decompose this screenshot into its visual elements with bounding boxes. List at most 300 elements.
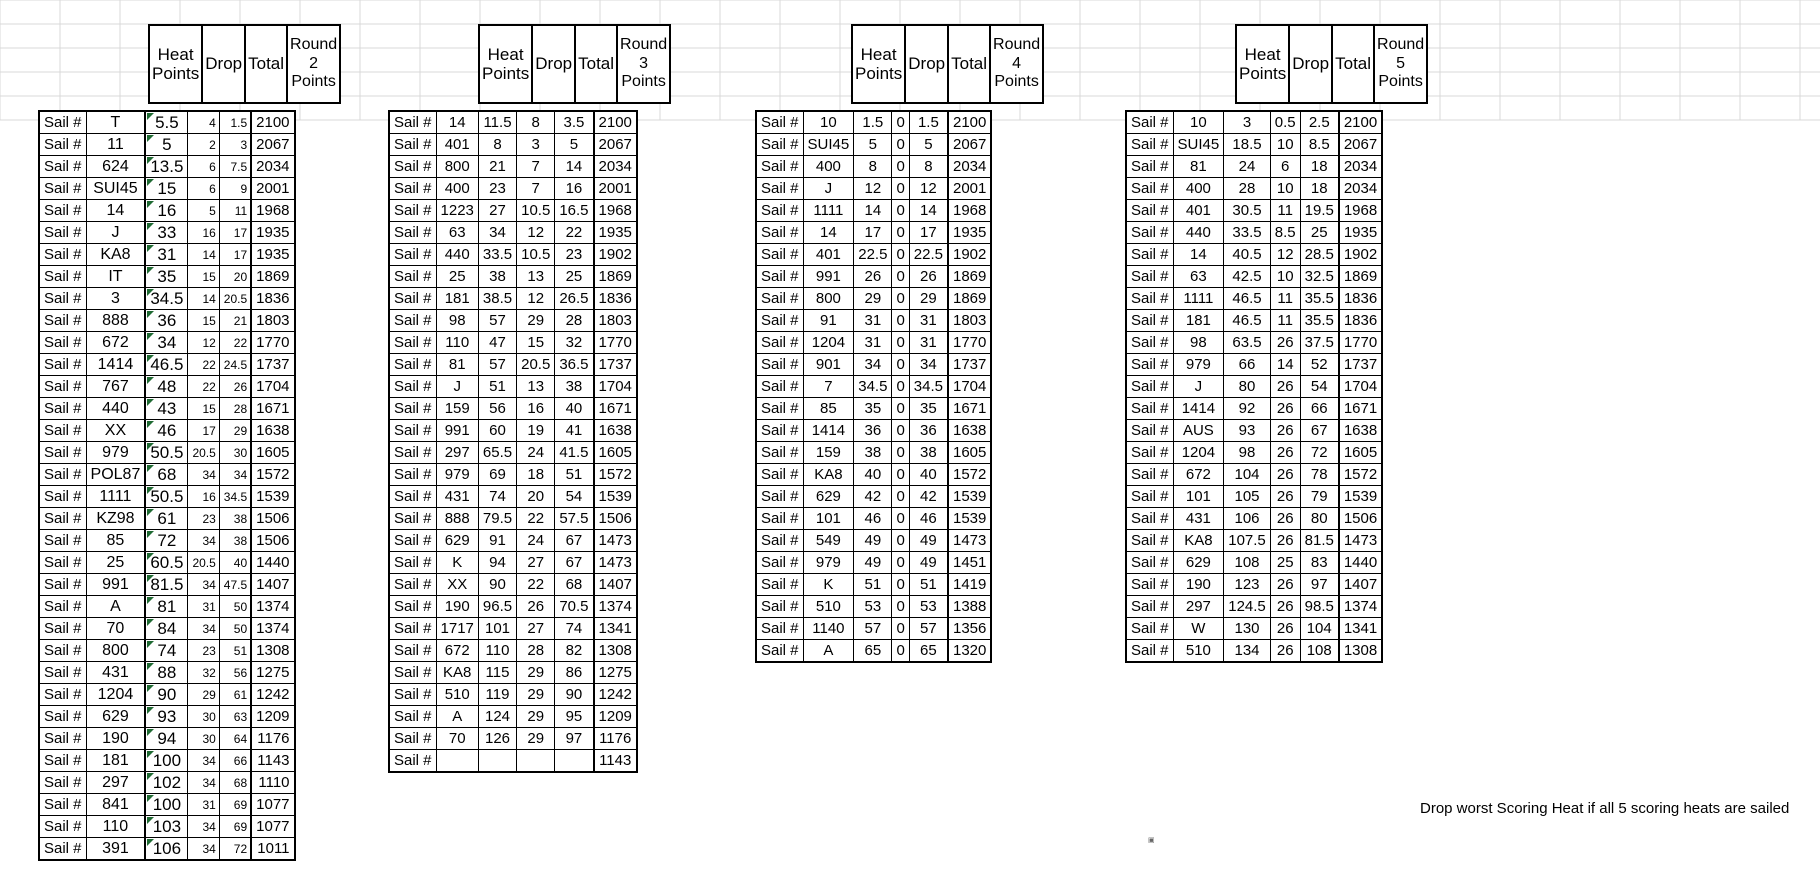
cell-heat-points: 96.5 [478,596,516,618]
cell-round-points: 1419 [948,574,991,596]
cell-round-points: 1320 [948,640,991,663]
cell-drop: 0 [892,420,909,442]
cell-sail-label: Sail # [39,750,86,772]
cell-sail-label: Sail # [389,750,436,773]
cell-round-points: 1356 [948,618,991,640]
table-row [389,552,637,574]
cell-sail-number: 979 [436,464,478,486]
cell-sail-label: Sail # [756,288,803,310]
cell-sail-label: Sail # [756,618,803,640]
cell-sail-number: SUI45 [803,134,854,156]
cell-total: 2.5 [1300,111,1339,134]
header-row-round4 [851,24,1044,104]
cell-sail-label: Sail # [389,552,436,574]
cell-sail-label: Sail # [756,574,803,596]
cell-total: 35 [909,398,948,420]
cell-round-points: 1242 [251,684,294,706]
cell-round-points: 1869 [948,288,991,310]
cell-round-points: 1968 [1339,200,1382,222]
cell-sail-label: Sail # [1126,618,1173,640]
cell-heat-points: 50.5 [145,442,188,464]
cell-sail-label: Sail # [39,376,86,398]
cell-sail-number: 1717 [436,618,478,640]
cell-total: 74 [555,618,594,640]
cell-sail-label: Sail # [39,706,86,728]
cell-drop: 0 [892,156,909,178]
cell-heat-points: 74 [145,640,188,662]
cell-round-points: 1451 [948,552,991,574]
cell-drop: 16 [188,222,219,244]
cell-heat-points: 57 [478,310,516,332]
cell-heat-points: 5 [854,134,892,156]
cell-round-points: 1869 [594,266,637,288]
cell-heat-points: 93 [1224,420,1271,442]
table-row [389,222,637,244]
cell-sail-number: 70 [436,728,478,750]
cell-round-points: 2100 [948,111,991,134]
points-label: Points [621,73,666,91]
cell-drop: 24 [517,442,555,464]
cell-heat-points: 29 [854,288,892,310]
cell-round-points: 1671 [594,398,637,420]
cell-total: 22.5 [909,244,948,266]
cell-sail-label: Sail # [39,596,86,618]
cell-total: 25 [1300,222,1339,244]
cell-sail-number: A [803,640,854,663]
table-row [39,662,295,684]
cell-sail-label: Sail # [389,420,436,442]
cell-heat-points: 28 [1224,178,1271,200]
cell-sail-label: Sail # [1126,530,1173,552]
cell-heat-points: 23 [478,178,516,200]
cell-drop: 26 [1270,398,1300,420]
round-label: Round [1377,36,1425,54]
cell-sail-number: 81 [1173,156,1224,178]
cell-total: 79 [1300,486,1339,508]
cell-round-points: 1308 [1339,640,1382,663]
cell-drop: 34 [188,772,219,794]
table-row [39,354,295,376]
table-row [39,486,295,508]
cell-total: 49 [909,552,948,574]
column-header-total-round2: Total [245,25,287,103]
cell-sail-number: 110 [86,816,145,838]
table-row [39,244,295,266]
cell-sail-label: Sail # [389,156,436,178]
cell-round-points: 1803 [594,310,637,332]
cell-drop: 0 [892,266,909,288]
cell-drop: 7 [517,178,555,200]
cell-total: 68 [555,574,594,596]
cell-round-points: 1176 [594,728,637,750]
cell-sail-label: Sail # [1126,640,1173,663]
cell-sail-number: 110 [436,332,478,354]
cell-drop: 0 [892,618,909,640]
cell-total: 41.5 [555,442,594,464]
cell-round-points: 1242 [594,684,637,706]
cell-drop: 13 [517,376,555,398]
table-row [389,376,637,398]
cell-heat-points: 108 [1224,552,1271,574]
cell-sail-label: Sail # [389,332,436,354]
table-row [39,552,295,574]
cell-sail-label: Sail # [1126,420,1173,442]
cell-sail-label: Sail # [39,486,86,508]
cell-total: 34.5 [219,486,251,508]
cell-round-points: 1440 [251,552,294,574]
cell-sail-number: 1223 [436,200,478,222]
cell-heat-points: 103 [145,816,188,838]
cell-total: 67 [555,530,594,552]
cell-sail-label: Sail # [1126,288,1173,310]
cell-sail-label: Sail # [1126,574,1173,596]
cell-sail-number: 10 [803,111,854,134]
cell-drop: 0 [892,222,909,244]
cell-total: 78 [1300,464,1339,486]
table-row [39,288,295,310]
cell-total: 26 [909,266,948,288]
round-number: 4 [1012,54,1022,72]
cell-sail-number: 629 [436,530,478,552]
table-row [756,266,991,288]
table-row [39,596,295,618]
table-row [756,354,991,376]
cell-sail-number: 401 [1173,200,1224,222]
cell-sail-number: 629 [803,486,854,508]
cell-total: 66 [219,750,251,772]
cell-round-points: 2034 [1339,156,1382,178]
cell-drop: 25 [1270,552,1300,574]
table-row [389,420,637,442]
cell-sail-label: Sail # [1126,310,1173,332]
cell-sail-label: Sail # [756,508,803,530]
cell-total: 68 [219,772,251,794]
cell-drop [517,750,555,773]
cell-round-points: 1869 [251,266,294,288]
cell-sail-label: Sail # [39,222,86,244]
cell-total: 16.5 [555,200,594,222]
cell-heat-points: 50.5 [145,486,188,508]
cell-drop: 15 [188,310,219,332]
cell-total: 17 [909,222,948,244]
table-row [389,706,637,728]
cell-sail-label: Sail # [756,111,803,134]
cell-heat-points: 81.5 [145,574,188,596]
cell-drop: 29 [517,684,555,706]
cell-drop: 29 [517,310,555,332]
cell-heat-points: 49 [854,530,892,552]
cell-heat-points: 102 [145,772,188,794]
cell-heat-points: 31 [854,310,892,332]
cell-sail-label: Sail # [389,111,436,134]
cell-heat-points: 98 [1224,442,1271,464]
cell-heat-points: 40.5 [1224,244,1271,266]
cell-heat-points: 34 [478,222,516,244]
cell-round-points: 1341 [1339,618,1382,640]
cell-round-points: 1473 [948,530,991,552]
cell-total: 90 [555,684,594,706]
column-header-total-round5: Total [1332,25,1374,103]
table-row [39,530,295,552]
cell-round-points: 1440 [1339,552,1382,574]
cell-sail-label: Sail # [1126,442,1173,464]
table-row [1126,442,1382,464]
cell-heat-points: 34 [145,332,188,354]
cell-drop: 31 [188,596,219,618]
column-header-drop-round2: Drop [202,25,245,103]
cell-sail-number: POL87 [86,464,145,486]
cell-sail-number: 297 [86,772,145,794]
cell-heat-points: 33.5 [478,244,516,266]
cell-heat-points: 49 [854,552,892,574]
cell-total: 25 [555,266,594,288]
cell-total: 83 [1300,552,1339,574]
cell-heat-points: 57 [854,618,892,640]
cell-total: 63 [219,706,251,728]
table-row [389,530,637,552]
table-row [389,750,637,773]
cell-total: 14 [555,156,594,178]
cell-sail-label: Sail # [756,178,803,200]
cell-total: 29 [219,420,251,442]
cell-sail-number: 979 [803,552,854,574]
cell-sail-number: 800 [86,640,145,662]
cell-round-points: 1737 [594,354,637,376]
cell-sail-label: Sail # [1126,332,1173,354]
round-label: Round [620,36,668,54]
cell-heat-points: 36 [854,420,892,442]
cell-round-points: 1968 [251,200,294,222]
cell-sail-label: Sail # [1126,156,1173,178]
cell-heat-points: 3 [1224,111,1271,134]
cell-total: 38 [219,508,251,530]
cell-sail-label: Sail # [389,618,436,640]
table-row [39,816,295,838]
cell-drop: 34 [188,618,219,640]
cell-sail-number: 431 [436,486,478,508]
cell-heat-points: 35 [145,266,188,288]
cell-sail-number: 510 [1173,640,1224,663]
cell-sail-label: Sail # [39,530,86,552]
cell-sail-number: J [436,376,478,398]
cell-sail-label: Sail # [389,574,436,596]
table-row [1126,111,1382,134]
cell-round-points: 2001 [948,178,991,200]
points-label: Points [1378,73,1423,91]
table-row [389,508,637,530]
cell-drop: 10.5 [517,244,555,266]
cell-heat-points: 104 [1224,464,1271,486]
column-header-round-points-round2 [287,25,340,103]
cell-sail-number: 91 [803,310,854,332]
table-row [39,178,295,200]
cell-round-points: 1572 [948,464,991,486]
cell-heat-points: 105 [1224,486,1271,508]
cell-sail-number: 159 [803,442,854,464]
cell-total: 70.5 [555,596,594,618]
cell-drop: 34 [188,574,219,596]
cell-heat-points: 34 [854,354,892,376]
cell-total: 22 [555,222,594,244]
cell-heat-points: 5 [145,134,188,156]
cell-sail-label: Sail # [39,552,86,574]
cell-sail-number: XX [436,574,478,596]
cell-total: 8 [909,156,948,178]
cell-total: 1.5 [219,111,251,134]
cell-round-points: 1506 [594,508,637,530]
table-row [756,134,991,156]
cell-round-points: 1506 [251,508,294,530]
table-row [756,200,991,222]
cell-total: 67 [1300,420,1339,442]
round-number: 5 [1396,54,1406,72]
cell-sail-label: Sail # [389,288,436,310]
cell-heat-points: 53 [854,596,892,618]
cell-heat-points: 126 [478,728,516,750]
table-row [39,640,295,662]
table-row [1126,596,1382,618]
cell-round-points: 1803 [251,310,294,332]
cell-sail-label: Sail # [1126,244,1173,266]
cell-drop: 29 [517,662,555,684]
cell-sail-number: 85 [803,398,854,420]
cell-sail-number: 767 [86,376,145,398]
cell-sail-number: KA8 [436,662,478,684]
cell-total: 37.5 [1300,332,1339,354]
cell-total: 54 [555,486,594,508]
cell-round-points: 1770 [594,332,637,354]
table-row [389,728,637,750]
cell-heat-points: 65 [854,640,892,663]
cell-drop: 16 [188,486,219,508]
cell-sail-number: SUI45 [1173,134,1224,156]
cell-sail-number: 81 [436,354,478,376]
table-row [39,574,295,596]
cell-total: 30 [219,442,251,464]
cell-sail-label: Sail # [1126,552,1173,574]
table-row [389,354,637,376]
cell-heat-points: 13.5 [145,156,188,178]
cell-sail-number: 11 [86,134,145,156]
table-row [39,464,295,486]
table-row [1126,618,1382,640]
cell-drop: 26 [1270,486,1300,508]
header-row-round5 [1235,24,1428,104]
cell-round-points: 2100 [594,111,637,134]
cell-total: 28.5 [1300,244,1339,266]
table-row [39,684,295,706]
cell-round-points: 1968 [594,200,637,222]
table-row [1126,574,1382,596]
cell-sail-label: Sail # [756,420,803,442]
cell-round-points: 1770 [251,332,294,354]
cell-total: 82 [555,640,594,662]
cell-drop: 0 [892,574,909,596]
cell-sail-number: K [436,552,478,574]
column-header-drop-round3: Drop [532,25,575,103]
table-row [389,640,637,662]
cell-total: 14 [909,200,948,222]
cell-drop: 6 [188,178,219,200]
cell-sail-number: 549 [803,530,854,552]
table-row [39,508,295,530]
table-row [756,618,991,640]
cell-round-points: 1539 [948,508,991,530]
cell-heat-points: 100 [145,750,188,772]
cell-sail-label: Sail # [389,266,436,288]
cell-drop: 0 [892,200,909,222]
cell-sail-label: Sail # [389,222,436,244]
cell-heat-points: 51 [854,574,892,596]
cell-sail-label: Sail # [39,200,86,222]
cell-drop: 20.5 [188,552,219,574]
table-row [756,376,991,398]
table-row [1126,552,1382,574]
cell-sail-label: Sail # [756,486,803,508]
cell-sail-label: Sail # [39,508,86,530]
cell-sail-label: Sail # [756,244,803,266]
column-header-round-points-round4 [990,25,1043,103]
cell-round-points: 1902 [1339,244,1382,266]
cell-round-points: 1572 [1339,464,1382,486]
cell-sail-label: Sail # [39,244,86,266]
cell-drop: 12 [1270,244,1300,266]
cell-sail-label: Sail # [39,266,86,288]
cell-sail-number: A [436,706,478,728]
cell-sail-label: Sail # [389,398,436,420]
cell-drop: 15 [517,332,555,354]
cell-total: 50 [219,596,251,618]
cell-heat-points: 72 [145,530,188,552]
cell-sail-number: 159 [436,398,478,420]
cell-sail-number [436,750,478,773]
cell-heat-points: 90 [478,574,516,596]
cell-round-points: 1638 [948,420,991,442]
cell-round-points: 1308 [251,640,294,662]
cell-drop: 22 [188,376,219,398]
cell-sail-label: Sail # [39,111,86,134]
cell-total: 40 [909,464,948,486]
cell-round-points: 1176 [251,728,294,750]
cell-sail-number: J [86,222,145,244]
cell-total: 19.5 [1300,200,1339,222]
cell-drop: 34 [188,750,219,772]
cell-drop: 26 [1270,640,1300,663]
round-label: Round [993,36,1041,54]
cell-total: 67 [555,552,594,574]
cell-total: 52 [1300,354,1339,376]
cell-round-points: 1737 [1339,354,1382,376]
cell-drop: 6 [1270,156,1300,178]
cell-sail-number: 1204 [86,684,145,706]
cell-drop: 20.5 [517,354,555,376]
results-table-round2 [38,110,296,861]
cell-round-points: 1539 [251,486,294,508]
table-row [389,574,637,596]
cell-heat-points: 74 [478,486,516,508]
cell-drop: 22 [188,354,219,376]
cell-sail-number: 63 [436,222,478,244]
cell-heat-points: 88 [145,662,188,684]
table-row [1126,376,1382,398]
cell-round-points: 1374 [251,596,294,618]
cell-round-points: 1209 [251,706,294,728]
cell-sail-label: Sail # [39,464,86,486]
table-row [756,442,991,464]
cell-drop: 8 [517,111,555,134]
cell-drop: 12 [517,222,555,244]
table-row [756,464,991,486]
